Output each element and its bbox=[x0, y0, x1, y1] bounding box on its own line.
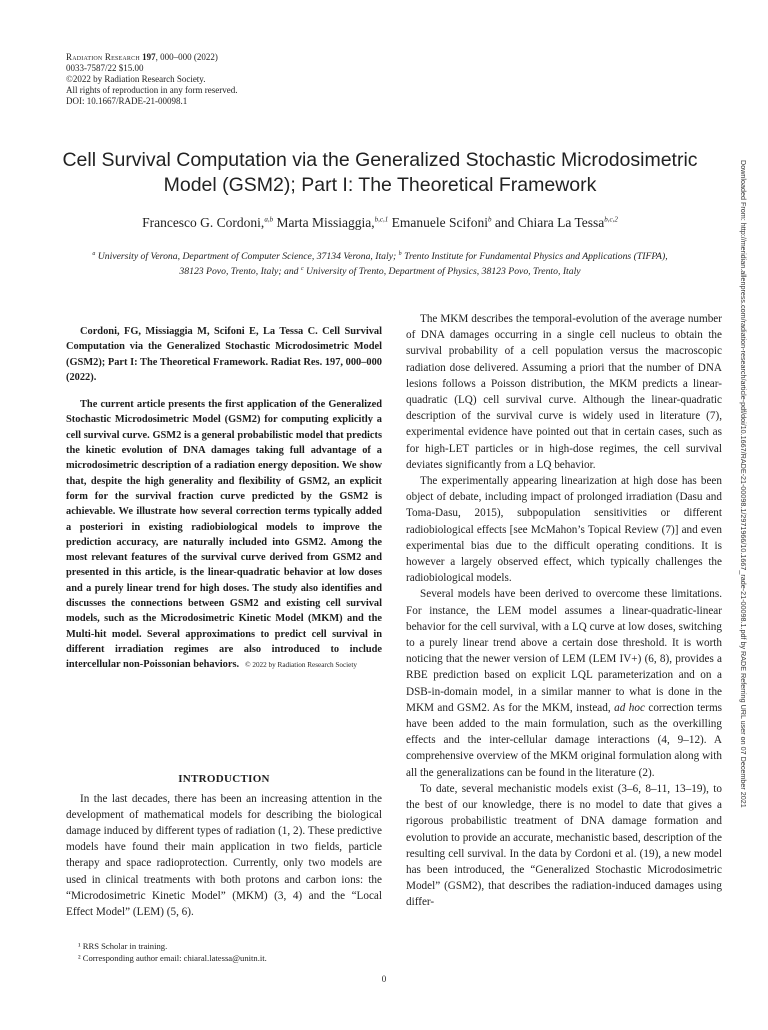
author-conjunction: and bbox=[494, 215, 515, 230]
body-text: correction terms have been added to the main formulation, such as the overkilling effects and the inter-cellular damage interactions (4, 9–12). A comprehensive overview of the MKM original formulation along with all the generalizations can be found in the literature (2). bbox=[406, 701, 723, 779]
author-name: Emanuele Scifoni bbox=[391, 215, 489, 230]
left-column bbox=[66, 300, 382, 920]
body-paragraph: The experimentally appearing linearization at high dose has been object of debate, including impact of prolonged irradiation (Dasu and Toma-Dasu, 2015), subpopulation sensitivities or different radiobiological effects [see McMahon’s Topical Review (7)] and even experimental bias due to the difficult operating conditions. It is however a largely observed effect, which typically challenges the radiobiological models. bbox=[406, 475, 722, 585]
journal-pages-year: , 000–000 (2022) bbox=[155, 52, 218, 62]
download-sidebar-text: Downloaded From: http://meridian.allenpress.com/radiation-research/article-pdf/doi/10.1667/RADE-21-00098.1/2971966/10.1667_rade-21-00098.1.pdf by RADE Referring URL user on 07 December 2021 bbox=[739, 160, 748, 808]
author-affiliation-marker: b bbox=[488, 215, 492, 224]
section-heading-introduction: INTRODUCTION bbox=[178, 772, 270, 785]
author-name: Francesco G. Cordoni, bbox=[142, 215, 265, 230]
affiliation-marker: a bbox=[92, 251, 96, 257]
affiliation-text: University of Verona, Department of Computer Science, 37134 Verona, Italy; bbox=[97, 251, 397, 263]
article-title bbox=[40, 148, 720, 198]
journal-name: Radiation Research bbox=[66, 52, 140, 62]
article-citation: Cordoni, FG, Missiaggia M, Scifoni E, La Tessa C. Cell Survival Computation via the Generalized Stochastic Microdosimetric Model (GSM2); Part I: The Theoretical Framework. Radiat Res. 197, 000–000 (2022). bbox=[66, 326, 382, 383]
abstract bbox=[66, 397, 382, 673]
journal-masthead bbox=[66, 52, 237, 107]
author-affiliation-marker: b,c,2 bbox=[604, 215, 618, 224]
page-number: 0 bbox=[381, 974, 387, 984]
right-column bbox=[406, 311, 722, 911]
author-affiliation-marker: b,c,1 bbox=[374, 215, 389, 224]
doi[interactable]: DOI: 10.1667/RADE-21-00098.1 bbox=[66, 96, 188, 106]
journal-volume: 197 bbox=[142, 52, 156, 62]
affiliation-marker: b bbox=[398, 251, 402, 257]
footnotes bbox=[66, 940, 382, 964]
body-text: Several models have been derived to overcome these limitations. For instance, the LEM model assumes a linear-quadratic-linear behavior for the cell survival, with a LQ curve at low doses, switching to a purely linear trend above a certain dose threshold. It is worth noticing that the newer version of LEM (LEM IV+) (6, 8), provides a RBE prediction based on explicit LQL parameterization and on a DSB-in-domain model, in a similar manner to what is done in the MKM and GSM2. As for the MKM, instead, bbox=[406, 588, 722, 714]
footnote: ¹ RRS Scholar in training. bbox=[78, 941, 168, 951]
affiliations bbox=[50, 248, 710, 278]
author-name: Marta Missiaggia, bbox=[276, 215, 375, 230]
body-text-italic: ad hoc bbox=[614, 701, 645, 714]
footnote: ² Corresponding author email: chiaral.latessa@unitn.it. bbox=[78, 953, 267, 963]
body-paragraph: The MKM describes the temporal-evolution of the average number of DNA damages occurring in a single cell nucleus to obtain the survival probability of a cell population versus the macroscopic radiation dose delivered. Assuming a priori that the number of DNA lesions follows a Poisson distribution, the MKM predicts a linear-quadratic (LQ) cell survival curve. Although the linear-quadratic description of the survival curve is widely used in literature (7), experimental evidence have pointed out that in certain cases, such as for high-LET particles or in high-dose regimes, the cell survival deviates significantly from a LQ behavior. bbox=[406, 313, 722, 471]
download-sidebar bbox=[739, 160, 749, 1030]
issn: 0033-7587/22 $15.00 bbox=[66, 63, 144, 73]
affiliation-text: University of Trento, Department of Physics, 38123 Povo, Trento, Italy bbox=[306, 266, 581, 278]
author-name: Chiara La Tessa bbox=[517, 215, 605, 230]
title-line-1: Cell Survival Computation via the Generalized Stochastic Microdosimetric bbox=[62, 149, 698, 171]
rights-line: All rights of reproduction in any form reserved. bbox=[66, 85, 238, 95]
title-line-2: Model (GSM2); Part I: The Theoretical Framework bbox=[163, 174, 597, 196]
body-paragraph: To date, several mechanistic models exist (3–6, 8–11, 13–19), to the best of our knowledge, there is no model to date that gives a rigorous probabilistic treatment of DNA damage formation and evolution to provide an accurate, mechanistic based, description of the resulting cell survival. In the data by Cordoni et al. (19), a new model has been introduced, the “Generalized Stochastic Microdosimetric Model” (GSM2), that describes the radiation-induced damages using differ- bbox=[406, 782, 722, 909]
author-affiliation-marker: a,b bbox=[264, 215, 274, 224]
author-list bbox=[40, 215, 720, 231]
affiliation-marker: c bbox=[300, 266, 304, 273]
affiliation-text: 38123 Povo, Trento, Italy; and bbox=[179, 266, 299, 278]
abstract-text: The current article presents the first application of the Generalized Stochastic Microdosimetric Model (GSM2) for computing explicitly a cell survival curve. GSM2 is a general probabilistic model that predicts the kinetic evolution of DNA damages taking full advantage of a microdosimetric description of a radiation energy deposition. We show that, despite the high generality and flexibility of GSM2, an explicit form for the survival fraction curve predicted by the GSM2 is achievable. We illustrate how several correction terms typically added a posteriori in existing radiobiological models to improve the prediction accuracy, are naturally included into GSM2. Among the most relevant features of the survival curve derived from GSM2 and presented in this article, is the linear-quadratic behavior at low doses and a purely linear trend for high doses. The study also identifies and discusses the connections between GSM2 and existing cell survival models, such as the Microdosimetric Kinetic Model (MKM) and the Multi-hit model. Several approximations to predict cell survival in different irradiation regimes are also introduced to include intercellular non-Poissonian behaviors. bbox=[66, 399, 382, 671]
copyright-line: ©2022 by Radiation Research Society. bbox=[66, 74, 206, 84]
abstract-copyright: © 2022 by Radiation Research Society bbox=[245, 661, 357, 670]
intro-paragraph: In the last decades, there has been an increasing attention in the development of mathematical models for describing the biological damage induced by different types of radiation (1, 2). These predictive models have found their main application in two fields, particle therapy and space radioprotection. Currently, only two models are used in clinical treatments with both protons and carbon ions: the “Microdosimetric Kinetic Model” (MKM) (3, 4) and the “Local Effect Model” (LEM) (5, 6). bbox=[66, 792, 382, 918]
affiliation-text: Trento Institute for Fundamental Physics and Applications (TIFPA), bbox=[404, 251, 668, 263]
body-paragraph bbox=[406, 586, 722, 780]
